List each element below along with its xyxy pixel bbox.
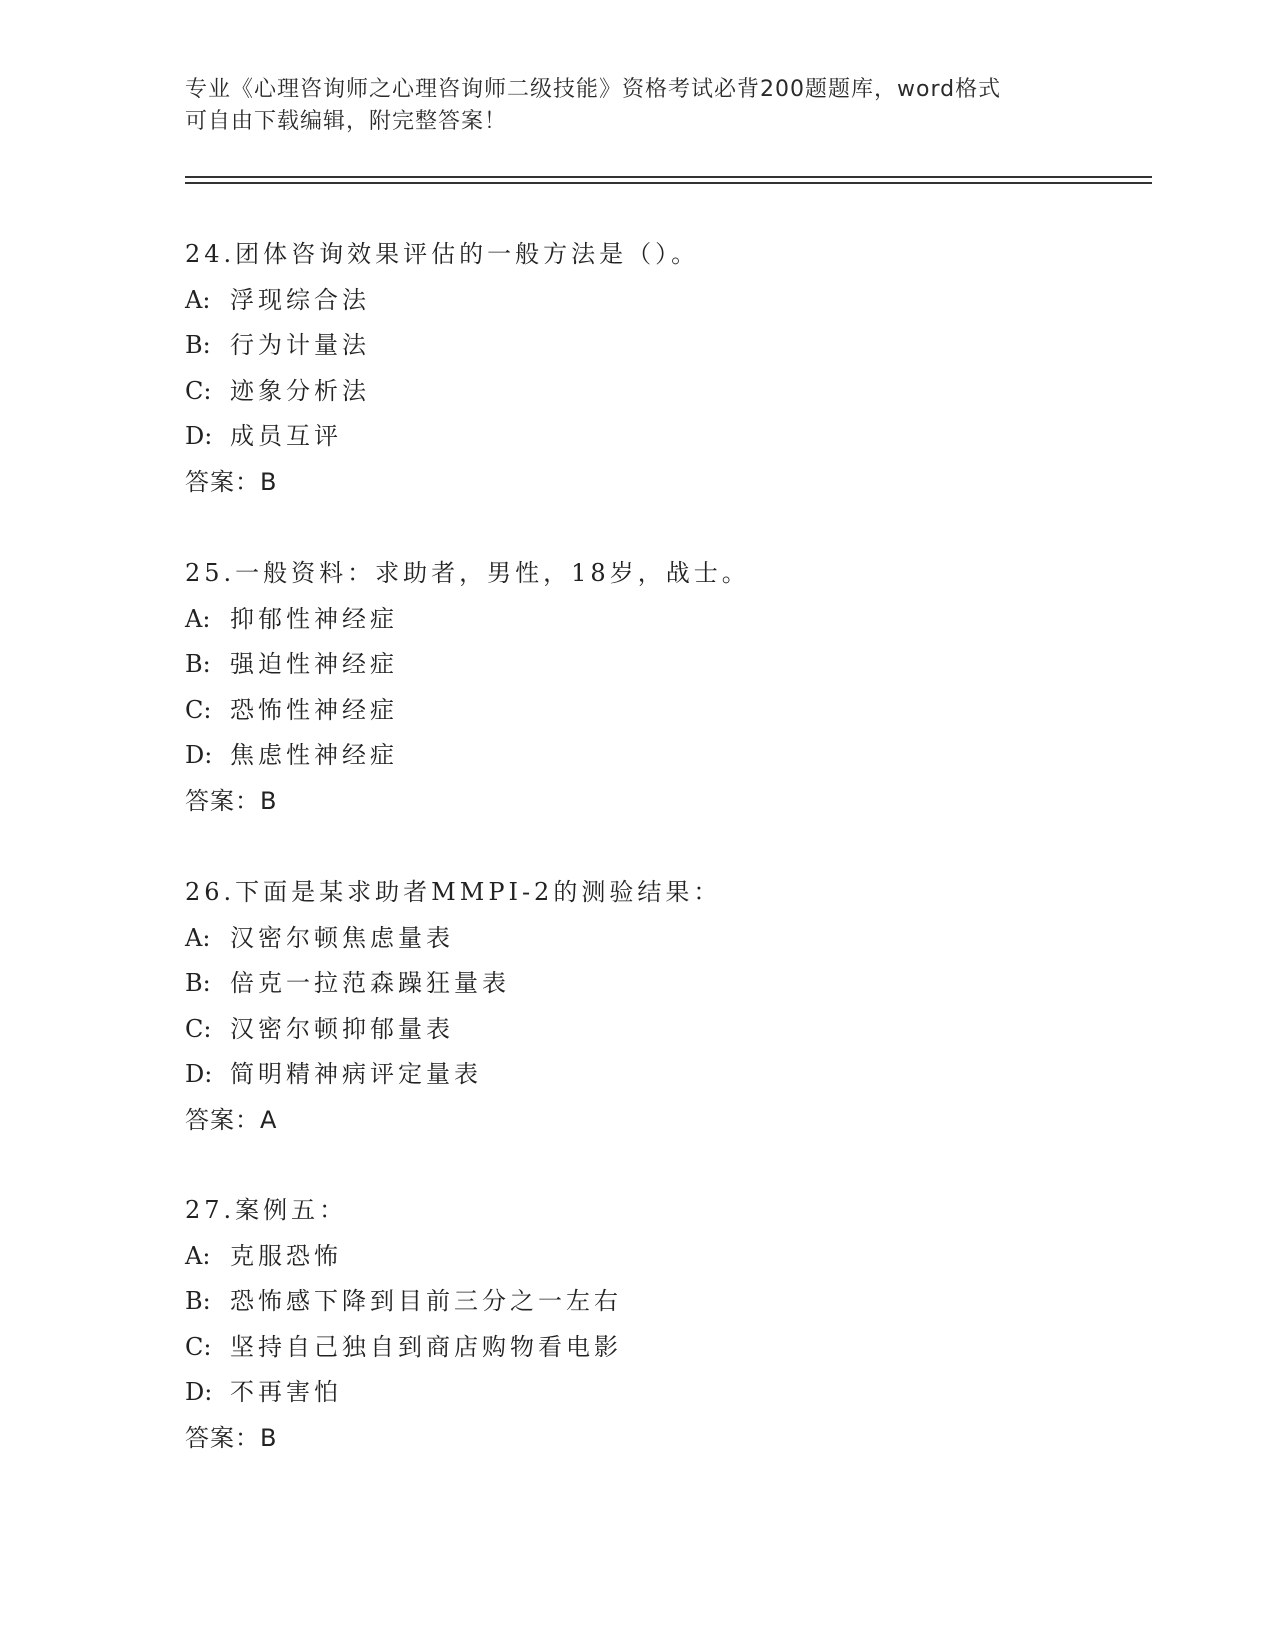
option-text: 恐怖性神经症: [230, 695, 398, 724]
header-line-1: 专业《心理咨询师之心理咨询师二级技能》资格考试必背200题题库，word格式: [185, 77, 1002, 102]
option-d: [185, 1370, 1145, 1416]
option-text: 成员互评: [230, 422, 342, 450]
answer-line: 答案：A: [185, 1105, 278, 1134]
question-stem: 27.案例五：: [185, 1196, 348, 1224]
option-text: 焦虑性神经症: [230, 741, 398, 769]
option-a: [185, 916, 1145, 962]
option-letter: A:: [185, 923, 211, 952]
option-letter: A:: [185, 285, 211, 314]
option-letter: B:: [185, 969, 211, 997]
option-text: 简明精神病评定量表: [230, 1060, 482, 1088]
question-27: [185, 1188, 1145, 1461]
option-text: 抑郁性神经症: [230, 604, 398, 633]
header-divider-bottom: [185, 182, 1152, 184]
option-d: [185, 414, 1145, 460]
option-d: [185, 733, 1145, 779]
option-letter: B:: [185, 1287, 211, 1315]
answer-line: 答案：B: [185, 1423, 278, 1452]
option-text: 浮现综合法: [230, 285, 370, 314]
option-text: 迹象分析法: [230, 376, 370, 405]
option-text: 强迫性神经症: [230, 650, 398, 678]
option-letter: A:: [185, 1241, 211, 1270]
option-c: [185, 688, 1145, 734]
option-text: 坚持自己独自到商店购物看电影: [230, 1332, 622, 1361]
option-c: [185, 1007, 1145, 1053]
option-letter: C:: [185, 1014, 212, 1043]
question-stem: 25.一般资料：求助者，男性，18岁，战士。: [185, 559, 750, 587]
option-letter: D:: [185, 1060, 213, 1088]
option-b: [185, 961, 1145, 1007]
option-letter: D:: [185, 422, 213, 450]
question-24: [185, 232, 1145, 505]
question-stem: 26.下面是某求助者MMPI-2的测验结果：: [185, 878, 722, 906]
option-text: 行为计量法: [230, 331, 370, 359]
option-text: 恐怖感下降到目前三分之一左右: [230, 1287, 622, 1315]
option-letter: B:: [185, 650, 211, 678]
option-letter: C:: [185, 695, 212, 724]
option-c: [185, 369, 1145, 415]
option-a: [185, 597, 1145, 643]
option-text: 不再害怕: [230, 1378, 342, 1406]
option-b: [185, 1279, 1145, 1325]
option-text: 倍克一拉范森躁狂量表: [230, 969, 510, 997]
option-text: 汉密尔顿焦虑量表: [230, 923, 454, 952]
option-b: [185, 642, 1145, 688]
option-text: 克服恐怖: [230, 1241, 342, 1270]
option-letter: C:: [185, 1332, 212, 1361]
answer-line: 答案：B: [185, 467, 278, 496]
header-line-2: 可自由下载编辑，附完整答案！: [185, 109, 508, 134]
header-divider-top: [185, 176, 1152, 178]
option-d: [185, 1052, 1145, 1098]
question-stem: 24.团体咨询效果评估的一般方法是（）。: [185, 240, 700, 268]
question-25: [185, 551, 1145, 824]
option-a: [185, 278, 1145, 324]
option-letter: C:: [185, 376, 212, 405]
question-26: [185, 870, 1145, 1143]
document-header: [185, 74, 1065, 138]
answer-line: 答案：B: [185, 786, 278, 815]
option-a: [185, 1234, 1145, 1280]
option-letter: B:: [185, 331, 211, 359]
option-letter: D:: [185, 1378, 213, 1406]
option-b: [185, 323, 1145, 369]
option-letter: A:: [185, 604, 211, 633]
option-text: 汉密尔顿抑郁量表: [230, 1014, 454, 1043]
option-letter: D:: [185, 741, 213, 769]
option-c: [185, 1325, 1145, 1371]
